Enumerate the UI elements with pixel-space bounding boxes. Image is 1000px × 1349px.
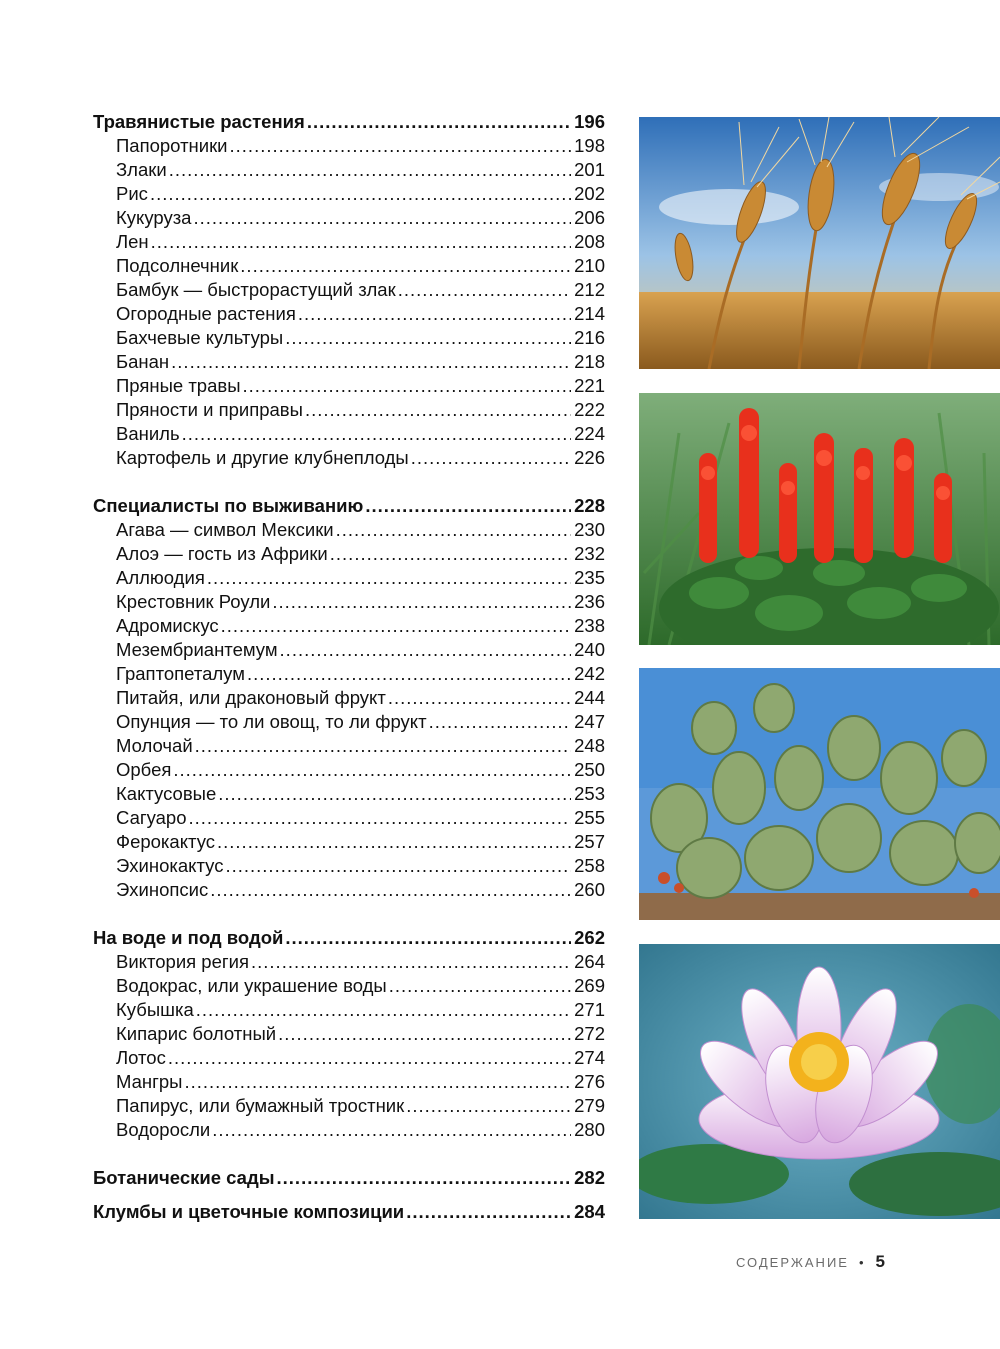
toc-item-page: 247 [574,711,605,732]
toc-section-page: 262 [574,927,605,948]
toc-item[interactable] [93,398,605,422]
toc-item-page: 250 [574,759,605,780]
wheat-illustration [639,117,1000,369]
toc-leader-dots [210,878,571,902]
toc-item[interactable] [93,710,605,734]
toc-item-title: Сагуаро [116,807,187,828]
toc-section-page: 284 [574,1201,605,1222]
toc-item[interactable] [93,734,605,758]
toc-item-title: Молочай [116,735,193,756]
toc-item-page: 280 [574,1119,605,1140]
salvia-illustration [639,393,1000,645]
toc-item-title: Граптопеталум [116,663,245,684]
toc-item-title: Виктория регия [116,951,249,972]
toc-item-page: 226 [574,447,605,468]
toc-item[interactable] [93,446,605,470]
toc-item[interactable] [93,998,605,1022]
toc-section-title: Ботанические сады [93,1167,275,1188]
toc-item[interactable] [93,134,605,158]
toc-leader-dots [305,398,571,422]
toc-item-title: Рис [116,183,148,204]
toc-leader-dots [272,590,571,614]
toc-section-botanical-gardens[interactable] [93,1166,605,1190]
toc-item-title: Питайя, или драконовый фрукт [116,687,386,708]
toc-item-page: 221 [574,375,605,396]
toc-item-title: Мангры [116,1071,183,1092]
footer-bullet: • [858,1254,866,1270]
cactus-photo [639,668,1000,920]
toc-section-herbaceous[interactable] [93,110,605,134]
toc-item[interactable] [93,878,605,902]
toc-item-title: Подсолнечник [116,255,239,276]
section-spacer [93,1190,605,1200]
toc-leader-dots [171,350,571,374]
toc-leader-dots [277,1166,572,1190]
toc-item-title: Кипарис болотный [116,1023,277,1044]
toc-item[interactable] [93,374,605,398]
toc-leader-dots [184,1070,571,1094]
toc-item-page: 253 [574,783,605,804]
toc-item-title: Кубышка [116,999,194,1020]
toc-item-title: Алоэ — гость из Африки [116,543,328,564]
toc-item[interactable] [93,806,605,830]
toc-item-title: Лен [116,231,149,252]
toc-leader-dots [336,518,572,542]
toc-item[interactable] [93,542,605,566]
toc-item[interactable] [93,350,605,374]
toc-item-title: Кактусовые [116,783,217,804]
toc-item-title: Пряные травы [116,375,241,396]
toc-item[interactable] [93,278,605,302]
toc-item[interactable] [93,1046,605,1070]
toc-item-page: 208 [574,231,605,252]
toc-item-page: 276 [574,1071,605,1092]
toc-item-title: Адромискус [116,615,219,636]
toc-leader-dots [285,926,571,950]
toc-item[interactable] [93,1118,605,1142]
toc-section-survival[interactable] [93,494,605,518]
salvia-photo [639,393,1000,645]
toc-item-title: Аллюодия [116,567,205,588]
toc-item-title: Бахчевые культуры [116,327,284,348]
toc-item[interactable] [93,638,605,662]
toc-item-title: Эхинокактус [116,855,224,876]
toc-item-title: Огородные растения [116,303,296,324]
toc-item[interactable] [93,662,605,686]
cactus-illustration [639,668,1000,920]
toc-item-title: Агава — символ Мексики [116,519,334,540]
toc-item-page: 242 [574,663,605,684]
toc-leader-dots [150,182,571,206]
toc-item[interactable] [93,1094,605,1118]
toc-item-page: 274 [574,1047,605,1068]
toc-item-title: Кукуруза [116,207,192,228]
section-spacer [93,902,605,926]
toc-item-page: 201 [574,159,605,180]
toc-leader-dots [212,1118,571,1142]
toc-section-page: 196 [574,111,605,132]
toc-item[interactable] [93,830,605,854]
toc-item-title: Злаки [116,159,167,180]
section-spacer [93,1142,605,1166]
toc-leader-dots [280,638,572,662]
toc-item[interactable] [93,854,605,878]
toc-section-title: Специалисты по выживанию [93,495,364,516]
toc-leader-dots [221,614,572,638]
toc-leader-dots [189,806,572,830]
toc-item[interactable] [93,758,605,782]
toc-leader-dots [285,326,571,350]
toc-item[interactable] [93,230,605,254]
toc-leader-dots [168,1046,571,1070]
toc-item-title: Папирус, или бумажный тростник [116,1095,405,1116]
toc-item[interactable] [93,1022,605,1046]
toc-leader-dots [406,1094,571,1118]
toc-section-page: 228 [574,495,605,516]
toc-item[interactable] [93,206,605,230]
water-lily-photo [639,944,1000,1219]
toc-item-page: 255 [574,807,605,828]
toc-item-page: 260 [574,879,605,900]
toc-item[interactable] [93,158,605,182]
toc-leader-dots [429,710,572,734]
toc-item-page: 272 [574,1023,605,1044]
toc-leader-dots [298,302,571,326]
table-of-contents [93,110,605,1224]
toc-leader-dots [411,446,571,470]
toc-item[interactable] [93,326,605,350]
toc-section-water[interactable] [93,926,605,950]
toc-leader-dots [243,374,572,398]
toc-item-page: 257 [574,831,605,852]
toc-leader-dots [182,422,572,446]
toc-item-page: 279 [574,1095,605,1116]
toc-item-page: 218 [574,351,605,372]
toc-item-title: Банан [116,351,170,372]
toc-item-title: Мезембриантемум [116,639,278,660]
toc-leader-dots [365,494,571,518]
water-lily-illustration [639,944,1000,1219]
toc-item-page: 206 [574,207,605,228]
toc-leader-dots [218,782,571,806]
toc-item-page: 224 [574,423,605,444]
toc-section-page: 282 [574,1167,605,1188]
toc-item[interactable] [93,782,605,806]
toc-item[interactable] [93,518,605,542]
toc-item-title: Орбея [116,759,172,780]
toc-item-page: 214 [574,303,605,324]
toc-item[interactable] [93,614,605,638]
toc-leader-dots [225,854,571,878]
toc-item-title: Водоросли [116,1119,211,1140]
toc-item-page: 264 [574,951,605,972]
toc-item-page: 230 [574,519,605,540]
page-footer [736,1252,885,1272]
toc-item-page: 198 [574,135,605,156]
toc-item-page: 232 [574,543,605,564]
toc-leader-dots [207,566,571,590]
toc-item-title: Ваниль [116,423,180,444]
toc-leader-dots [230,134,572,158]
toc-item[interactable] [93,302,605,326]
toc-item-page: 216 [574,327,605,348]
toc-item-page: 244 [574,687,605,708]
toc-leader-dots [398,278,571,302]
toc-item-title: Ферокактус [116,831,215,852]
toc-section-title: Травянистые растения [93,111,305,132]
toc-item-title: Бамбук — быстрорастущий злак [116,279,396,300]
toc-leader-dots [389,974,571,998]
toc-item-page: 210 [574,255,605,276]
toc-section-flowerbeds[interactable] [93,1200,605,1224]
toc-item-page: 235 [574,567,605,588]
toc-item-title: Эхинопсис [116,879,209,900]
toc-item-page: 240 [574,639,605,660]
page-number: 5 [875,1252,885,1271]
toc-leader-dots [278,1022,571,1046]
toc-item[interactable] [93,422,605,446]
toc-item-page: 258 [574,855,605,876]
toc-leader-dots [240,254,571,278]
toc-item-page: 202 [574,183,605,204]
toc-leader-dots [388,686,571,710]
toc-section-title: На воде и под водой [93,927,284,948]
toc-item-page: 271 [574,999,605,1020]
toc-item[interactable] [93,566,605,590]
toc-item-page: 236 [574,591,605,612]
toc-item-page: 248 [574,735,605,756]
toc-leader-dots [247,662,571,686]
toc-leader-dots [151,230,571,254]
toc-item-title: Папоротники [116,135,228,156]
toc-item-title: Опунция — то ли овощ, то ли фрукт [116,711,427,732]
toc-leader-dots [330,542,571,566]
toc-item[interactable] [93,1070,605,1094]
toc-item[interactable] [93,254,605,278]
wheat-photo [639,117,1000,369]
toc-item-page: 269 [574,975,605,996]
toc-leader-dots [217,830,571,854]
footer-section-label: СОДЕРЖАНИЕ [735,1254,849,1270]
toc-item[interactable] [93,950,605,974]
toc-item[interactable] [93,974,605,998]
toc-item[interactable] [93,686,605,710]
toc-leader-dots [196,998,571,1022]
toc-leader-dots [307,110,571,134]
toc-leader-dots [406,1200,571,1224]
toc-leader-dots [193,206,571,230]
toc-item-page: 222 [574,399,605,420]
toc-item-title: Крестовник Роули [116,591,271,612]
toc-item[interactable] [93,590,605,614]
toc-leader-dots [251,950,571,974]
toc-item-title: Водокрас, или украшение воды [116,975,387,996]
toc-item[interactable] [93,182,605,206]
section-spacer [93,470,605,494]
toc-item-page: 212 [574,279,605,300]
toc-item-title: Лотос [116,1047,166,1068]
toc-leader-dots [173,758,571,782]
toc-leader-dots [195,734,571,758]
toc-section-title: Клумбы и цветочные композиции [93,1201,405,1222]
toc-item-page: 238 [574,615,605,636]
toc-leader-dots [169,158,571,182]
toc-item-title: Пряности и приправы [116,399,303,420]
toc-item-title: Картофель и другие клубнеплоды [116,447,409,468]
